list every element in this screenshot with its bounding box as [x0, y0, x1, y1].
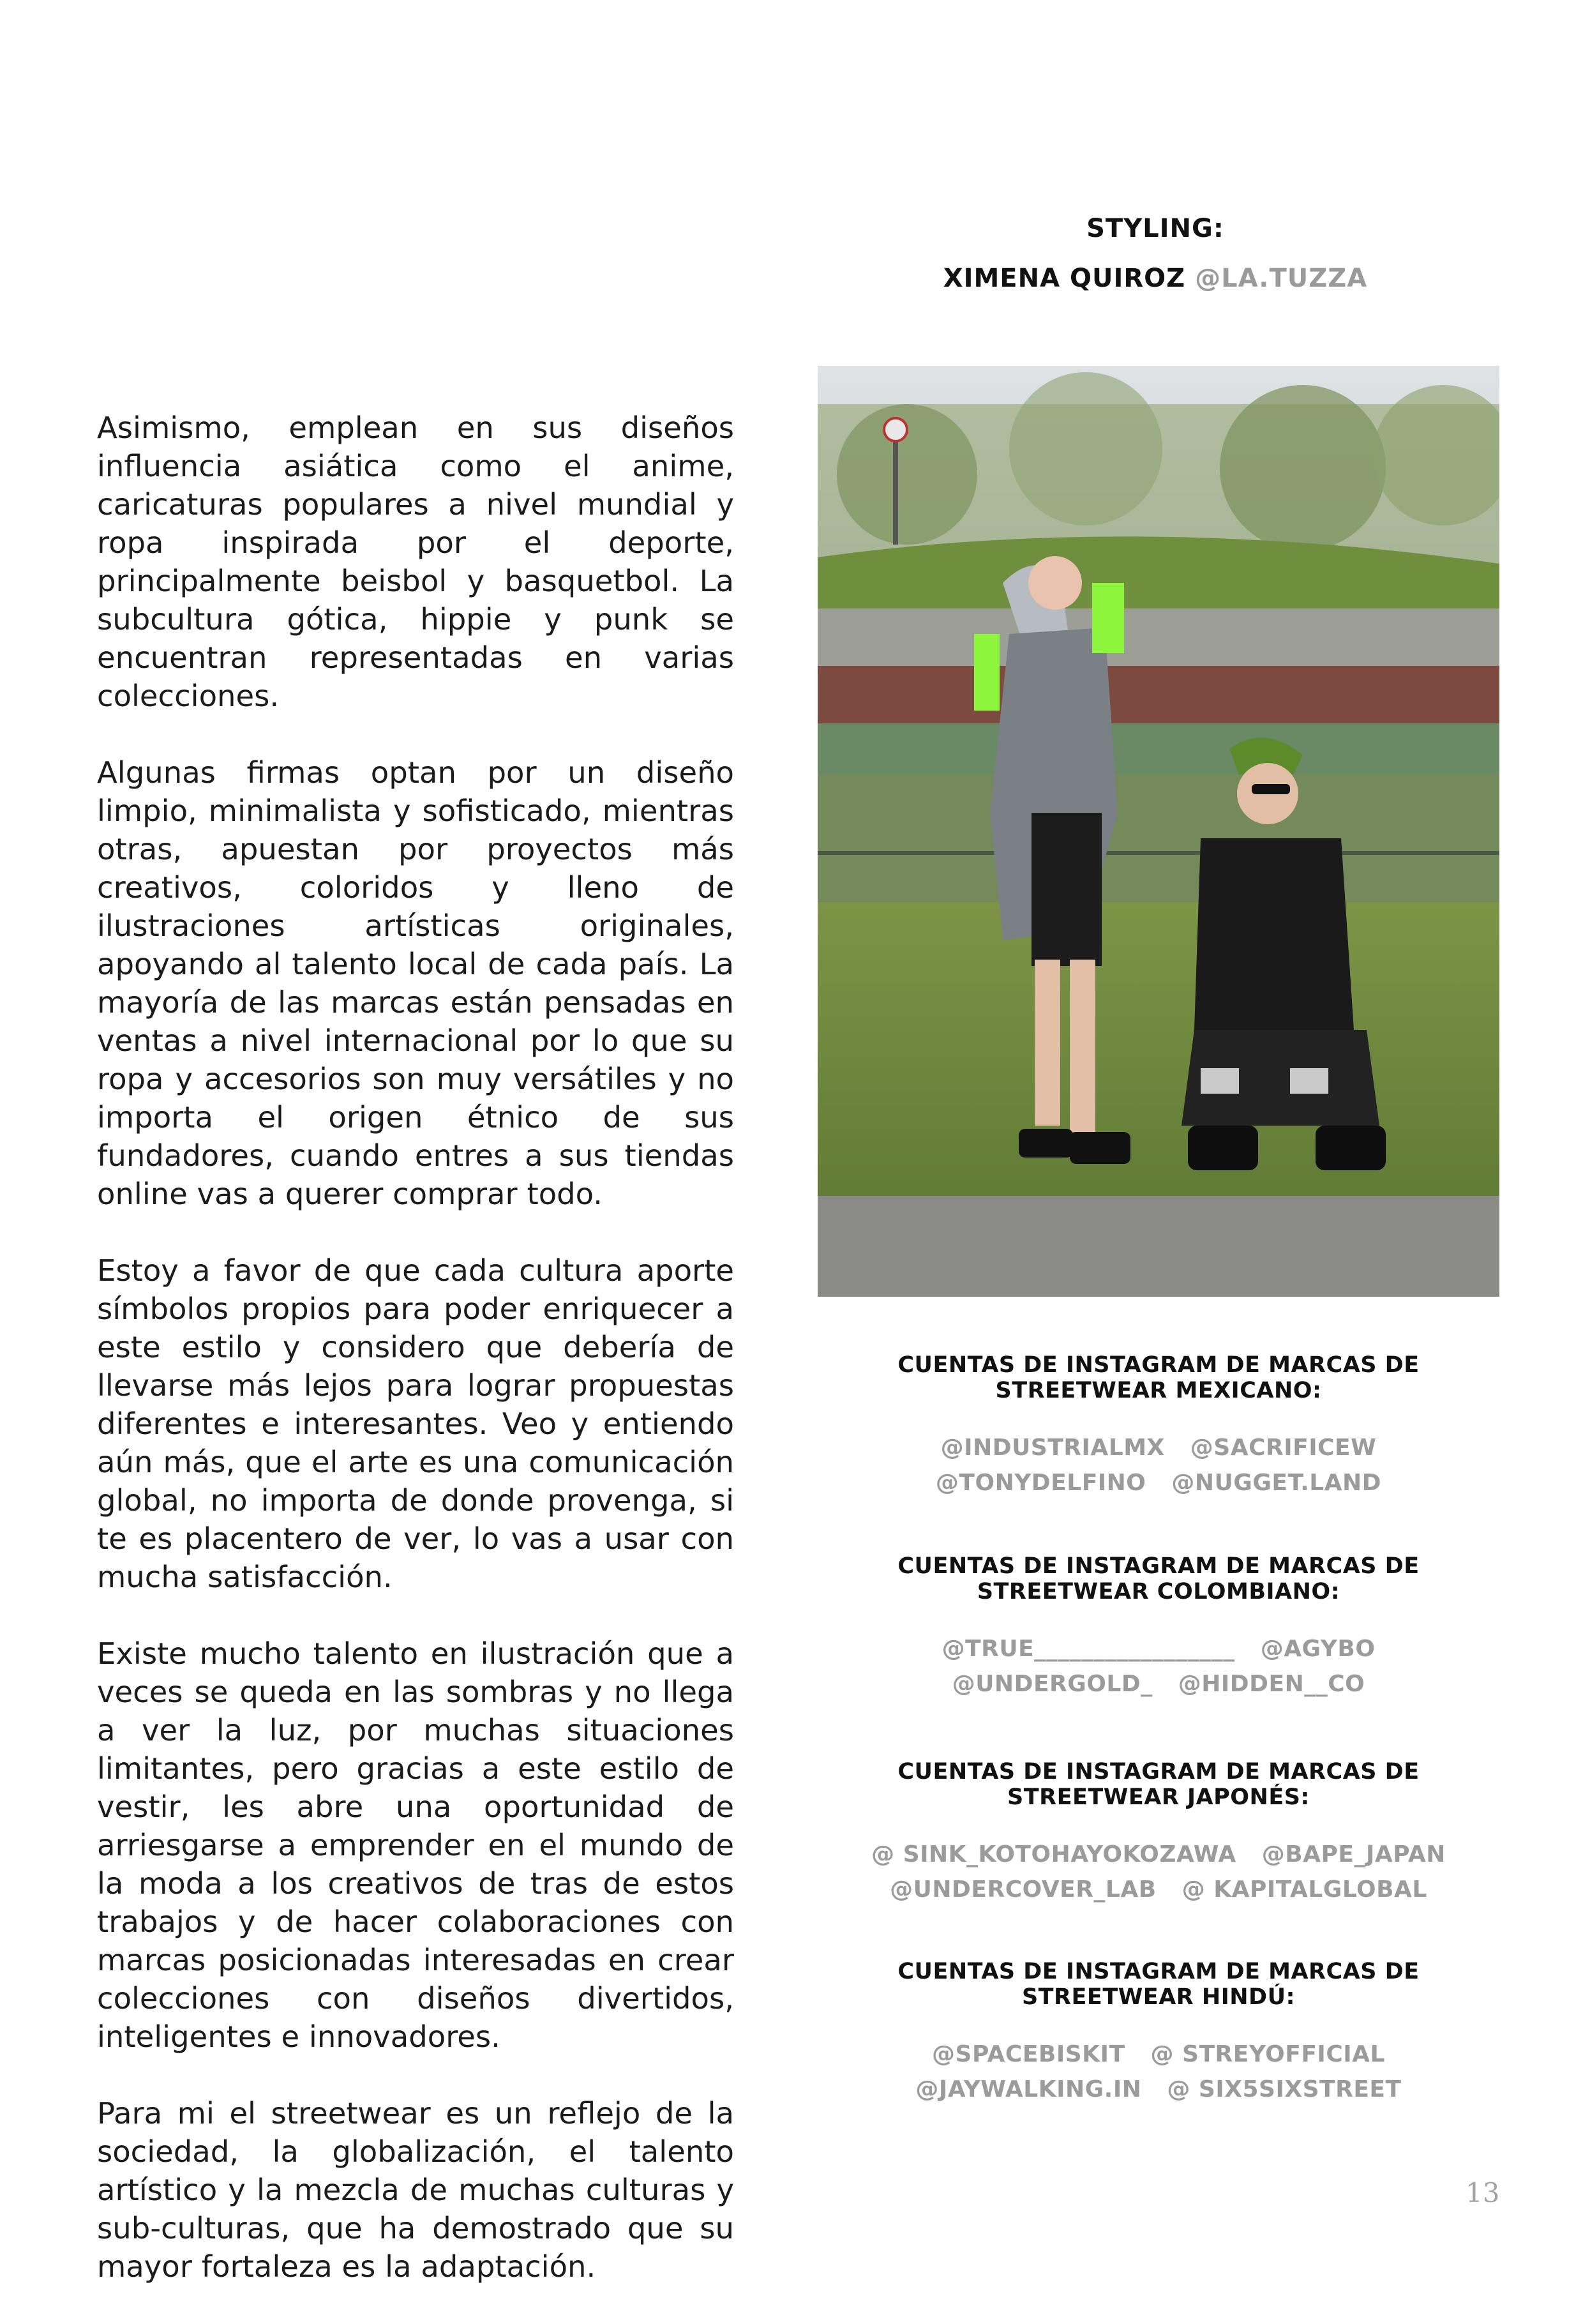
account-link[interactable]: @UNDERCOVER_LAB	[890, 1876, 1157, 1903]
account-link[interactable]: @ KAPITALGLOBAL	[1182, 1876, 1427, 1903]
account-list	[836, 1631, 1481, 1701]
section-heading: CUENTAS DE INSTAGRAM DE MARCAS DE	[897, 1759, 1420, 1784]
stylist-handle[interactable]: @LA.TUZZA	[1195, 264, 1368, 293]
section-heading: STREETWEAR COLOMBIANO:	[977, 1579, 1340, 1604]
section-heading: CUENTAS DE INSTAGRAM DE MARCAS DE	[897, 1352, 1420, 1378]
account-link[interactable]: @ SINK_KOTOHAYOKOZAWA	[871, 1841, 1236, 1867]
stylist-name: XIMENA QUIROZ	[943, 264, 1196, 293]
account-link[interactable]: @BAPE_JAPAN	[1261, 1841, 1446, 1867]
account-link[interactable]: @HIDDEN__CO	[1178, 1671, 1365, 1697]
section-heading: STREETWEAR JAPONÉS:	[1007, 1784, 1310, 1810]
account-list	[836, 1837, 1481, 1907]
section-heading: STREETWEAR MEXICANO:	[995, 1378, 1322, 1403]
fashion-photo	[818, 366, 1499, 1297]
account-link[interactable]: @AGYBO	[1260, 1636, 1376, 1662]
account-link[interactable]: @ STREYOFFICIAL	[1150, 2041, 1385, 2067]
account-list	[836, 2037, 1481, 2107]
instagram-section-japan	[836, 1759, 1481, 1907]
article-paragraph: Existe mucho talento en ilustración que a veces se queda en las sombras y no llega a ver la luz, por muchas situaciones limitantes, pero gracias a este estilo de vestir, les abre una oportunidad de arriesgarse a emprender en el mundo de la moda a los creativos de tras de estos trabajos y de hacer colaboraciones con marcas posicionadas interesadas en crear colecciones con diseños divertidos, inteligentes e innovadores.	[97, 1636, 734, 2054]
account-link[interactable]: @SACRIFICEW	[1190, 1435, 1377, 1461]
page-number: 13	[1466, 2177, 1500, 2208]
article-paragraph: Para mi el streetwear es un reflejo de la sociedad, la globalización, el talento artístico y la mezcla de muchas culturas y sub-culturas, que ha demostrado que su mayor fortaleza es la adaptación.	[97, 2096, 734, 2284]
instagram-section-mexico	[836, 1352, 1481, 1500]
section-heading: CUENTAS DE INSTAGRAM DE MARCAS DE	[897, 1553, 1420, 1579]
account-link[interactable]: @UNDERGOLD_	[952, 1671, 1153, 1697]
article-body	[97, 409, 734, 2324]
fashion-photo-illustration	[818, 366, 1499, 1297]
article-paragraph: Estoy a favor de que cada cultura aporte símbolos propios para poder enriquecer a este estilo y considero que debería de llevarse más lejos para lograr propuestas diferentes e interesantes. Veo y entiendo aún más, que el arte es una comunicación global, no importa de donde provenga, si te es placentero de ver, lo vas a usar con mucha satisfacción.	[97, 1253, 734, 1594]
stylist-credit	[817, 264, 1494, 293]
section-heading: STREETWEAR HINDÚ:	[1021, 1984, 1296, 2010]
account-link[interactable]: @SPACEBISKIT	[932, 2041, 1125, 2067]
account-link[interactable]: @TRUE_________________	[942, 1636, 1235, 1662]
instagram-section-india	[836, 1959, 1481, 2107]
section-heading: CUENTAS DE INSTAGRAM DE MARCAS DE	[897, 1959, 1420, 1984]
account-link[interactable]: @TONYDELFINO	[935, 1470, 1146, 1496]
account-link[interactable]: @ SIX5SIXSTREET	[1167, 2076, 1402, 2102]
article-paragraph: Algunas firmas optan por un diseño limpio, minimalista y sofisticado, mientras otras, apuestan por proyectos más creativos, coloridos y lleno de ilustraciones artísticas originales, apoyando al talento local de cada país. La mayoría de las marcas están pensadas en ventas a nivel internacional por lo que su ropa y accesorios son muy versátiles y no importa el origen étnico de sus fundadores, cuando entres a sus tiendas online vas a querer comprar todo.	[97, 755, 734, 1211]
account-link[interactable]: @NUGGET.LAND	[1171, 1470, 1382, 1496]
styling-label: STYLING:	[1086, 214, 1224, 243]
account-list	[836, 1430, 1481, 1500]
instagram-section-colombia	[836, 1553, 1481, 1701]
account-link[interactable]: @JAYWALKING.IN	[915, 2076, 1142, 2102]
article-paragraph: Asimismo, emplean en sus diseños influencia asiática como el anime, caricaturas populares a nivel mundial y ropa inspirada por el deporte, principalmente beisbol y basquetbol. La subcultura gótica, hippie y punk se encuentran representadas en varias colecciones.	[97, 411, 734, 713]
account-link[interactable]: @INDUSTRIALMX	[940, 1435, 1165, 1461]
